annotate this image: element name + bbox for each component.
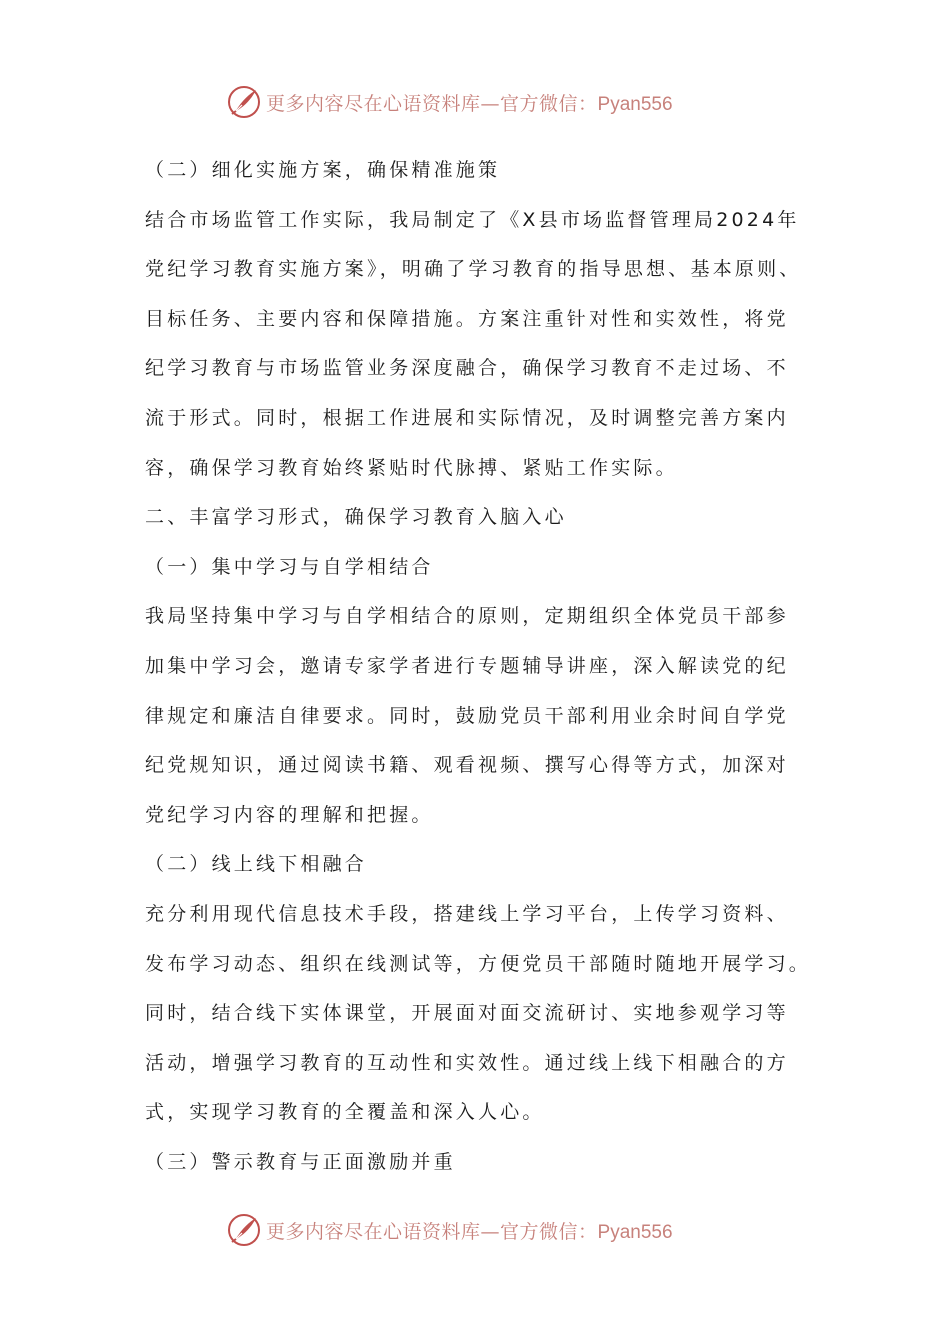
watermark-text: 更多内容尽在心语资料库—官方微信：Pyan556: [266, 1220, 673, 1243]
wechat-id: Pyan556: [597, 93, 673, 115]
paragraph-line: 纪党规知识，通过阅读书籍、观看视频、撰写心得等方式，加深对: [145, 754, 789, 777]
wechat-id: Pyan556: [597, 1221, 673, 1243]
paragraph-line: 活动，增强学习教育的互动性和实效性。通过线上线下相融合的方: [145, 1051, 789, 1074]
quill-logo-icon: [226, 1212, 262, 1248]
paragraph-line: 加集中学习会，邀请专家学者进行专题辅导讲座，深入解读党的纪: [145, 654, 789, 677]
header-watermark: [226, 82, 746, 122]
paragraph-line: 纪学习教育与市场监管业务深度融合，确保学习教育不走过场、不: [145, 357, 789, 380]
paragraph-line: 容，确保学习教育始终紧贴时代脉搏、紧贴工作实际。: [145, 456, 678, 479]
paragraph-line: 发布学习动态、组织在线测试等，方便党员干部随时随地开展学习。: [145, 952, 812, 975]
paragraph-line: 目标任务、主要内容和保障措施。方案注重针对性和实效性，将党: [145, 307, 789, 330]
paragraph-line: 党纪学习教育实施方案》，明确了学习教育的指导思想、基本原则、: [145, 258, 802, 281]
paragraph-line: 党纪学习内容的理解和把握。: [145, 803, 434, 826]
subheading-1-centralized-study: （一）集中学习与自学相结合: [145, 555, 434, 578]
paragraph-line: 流于形式。同时，根据工作进展和实际情况，及时调整完善方案内: [145, 406, 789, 429]
watermark-text: 更多内容尽在心语资料库—官方微信：Pyan556: [266, 92, 673, 115]
paragraph-line: 式，实现学习教育的全覆盖和深入人心。: [145, 1101, 545, 1124]
paragraph-line: 律规定和廉洁自律要求。同时，鼓励党员干部利用业余时间自学党: [145, 704, 789, 727]
paragraph-line: 充分利用现代信息技术手段，搭建线上学习平台，上传学习资料、: [145, 902, 789, 925]
section-heading-2: 二、丰富学习形式，确保学习教育入脑入心: [145, 506, 567, 529]
paragraph-line: 同时，结合线下实体课堂，开展面对面交流研讨、实地参观学习等: [145, 1002, 789, 1025]
paragraph-line: 我局坚持集中学习与自学相结合的原则，定期组织全体党员干部参: [145, 605, 789, 628]
footer-watermark: [226, 1210, 746, 1250]
subheading-2-online-offline: （二）线上线下相融合: [145, 853, 368, 876]
document-body: [145, 146, 825, 1187]
paragraph-line: 结合市场监管工作实际，我局制定了《X县市场监督管理局2024年: [145, 208, 800, 231]
subheading-2-refine-plan: （二）细化实施方案，确保精准施策: [145, 159, 501, 181]
quill-logo-icon: [226, 84, 262, 120]
subheading-3-warning-education: （三）警示教育与正面激励并重: [145, 1150, 456, 1173]
